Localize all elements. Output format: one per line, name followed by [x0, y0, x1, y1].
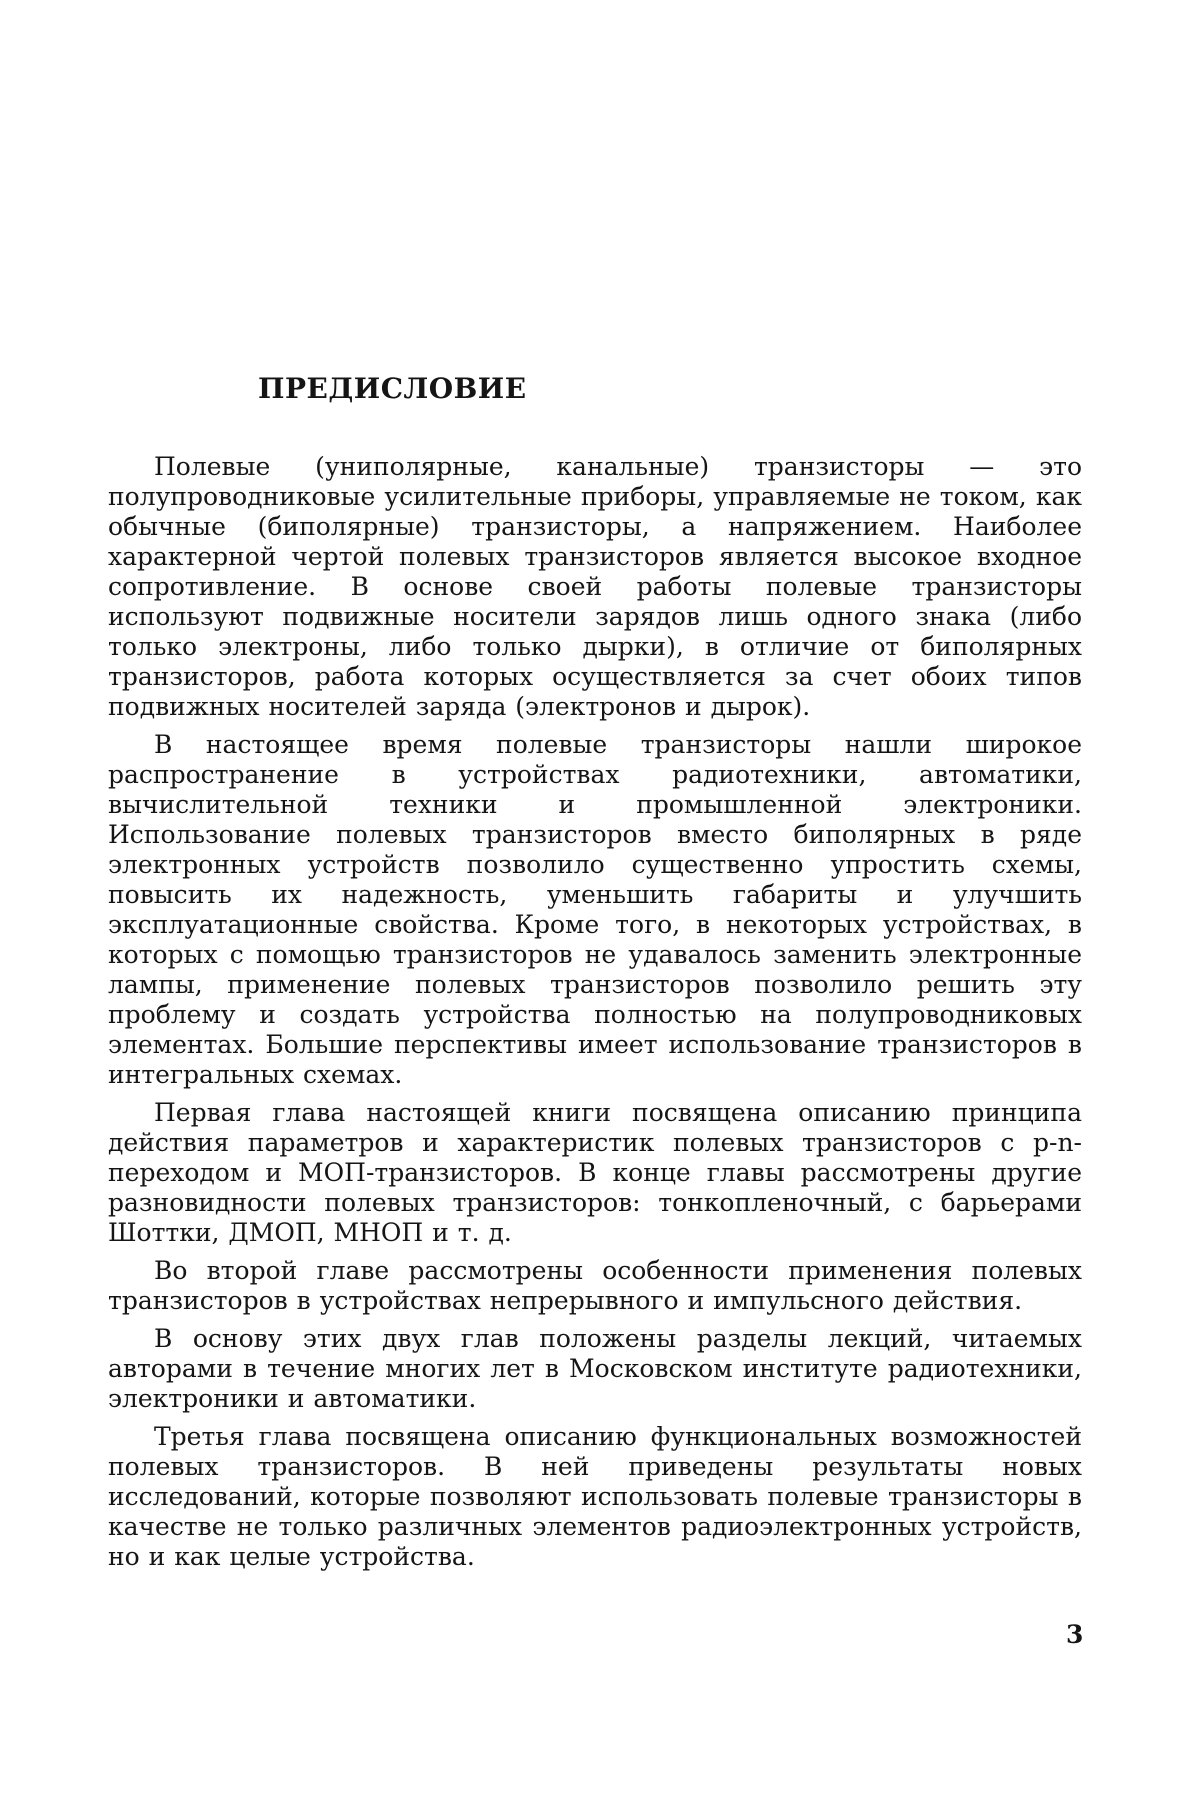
preface-body — [108, 452, 1082, 1580]
paragraph-3: Первая глава настоящей книги посвящена описанию принципа действия параметров и характеристик полевых транзисторов с p-n-переходом и МОП-транзисторов. В конце главы рассмотрены другие разновидности полевых транзисторов: тонкопленочный, с барьерами Шоттки, ДМОП, МНОП и т. д. — [108, 1098, 1082, 1247]
paragraph-6: Третья глава посвящена описанию функциональных возможностей полевых транзисторов. В ней приведены результаты новых исследований, которые позволяют использовать полевые транзисторы в качестве не только различных элементов радиоэлектронных устройств, но и как целые устройства. — [108, 1422, 1082, 1571]
page-number: 3 — [1066, 1620, 1084, 1649]
paragraph-2: В настоящее время полевые транзисторы нашли широкое распространение в устройствах радиотехники, автоматики, вычислительной техники и промышленной электроники. Использование полевых транзисторов вместо биполярных в ряде электронных устройств позволило существенно упростить схемы, повысить их надежность, уменьшить габариты и улучшить эксплуатационные свойства. Кроме того, в некоторых устройствах, в которых с помощью транзисторов не удавалось заменить электронные лампы, применение полевых транзисторов позволило решить эту проблему и создать устройства полностью на полупроводниковых элементах. Большие перспективы имеет использование транзисторов в интегральных схемах. — [108, 730, 1082, 1089]
paragraph-5: В основу этих двух глав положены разделы лекций, читаемых авторами в течение многих лет в Московском институте радиотехники, электроники и автоматики. — [108, 1324, 1082, 1413]
page-title: ПРЕДИСЛОВИЕ — [258, 372, 527, 405]
paragraph-4: Во второй главе рассмотрены особенности применения полевых транзисторов в устройствах непрерывного и импульсного действия. — [108, 1256, 1082, 1315]
paragraph-1: Полевые (униполярные, канальные) транзисторы — это полупроводниковые усилительные приборы, управляемые не током, как обычные (биполярные) транзисторы, а напряжением. Наиболее характерной чертой полевых транзисторов является высокое входное сопротивление. В основе своей работы полевые транзисторы используют подвижные носители зарядов лишь одного знака (либо только электроны, либо только дырки), в отличие от биполярных транзисторов, работа которых осуществляется за счет обоих типов подвижных носителей заряда (электронов и дырок). — [108, 452, 1082, 721]
